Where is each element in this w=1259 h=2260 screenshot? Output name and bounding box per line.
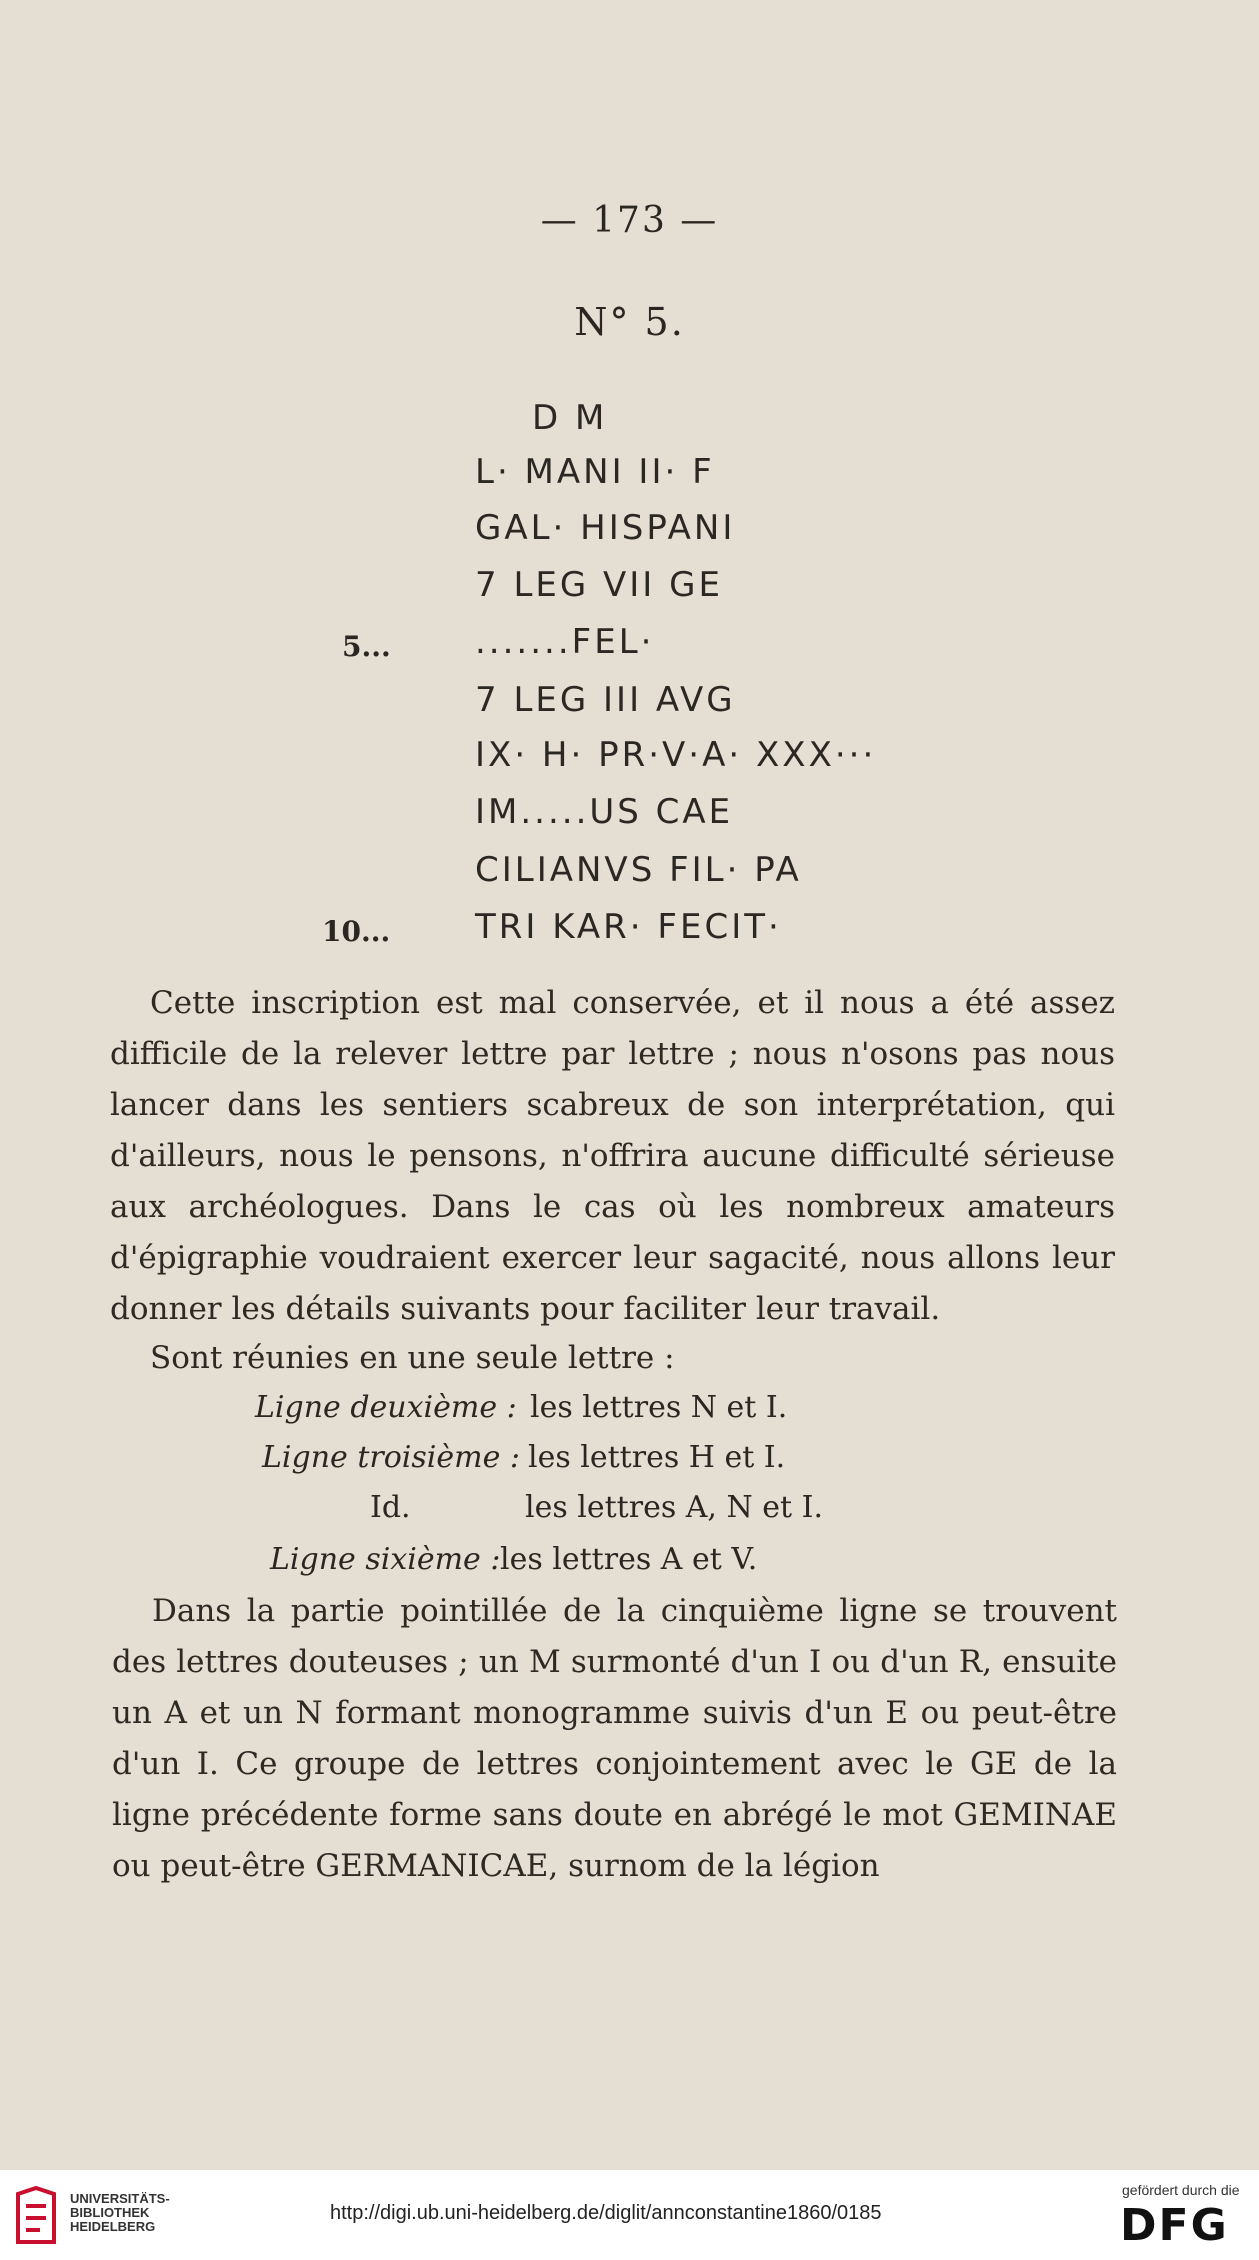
list-item: Ligne sixième : xyxy=(270,1542,501,1577)
list-intro: Sont réunies en une seule lettre : xyxy=(150,1340,675,1376)
inscription-line: 7 LEG III AVG xyxy=(475,680,736,720)
library-logo-icon xyxy=(14,2184,58,2246)
library-name: UNIVERSITÄTS-BIBLIOTHEK HEIDELBERG xyxy=(70,2191,170,2234)
inscription-line: GAL· HISPANI xyxy=(475,508,736,548)
inscription-line: .......FEL· xyxy=(475,622,655,662)
line-marker: 10... xyxy=(322,915,391,948)
funding-note: gefördert durch die xyxy=(1122,2182,1240,2198)
footer-bar xyxy=(0,2170,1259,2260)
list-item-text: les lettres A, N et I. xyxy=(525,1490,824,1525)
inscription-line: 7 LEG VII GE xyxy=(475,565,723,605)
line-marker: 5... xyxy=(342,630,391,663)
paragraph-1: Cette inscription est mal conservée, et il nous a été assez difficile de la relever lettre par lettre ; nous n'osons pas nous lancer dans les sentiers scabreux de son interprétation, qui d'ailleurs, nous le pensons, n'offrira aucune difficulté sérieuse aux archéologues. Dans le cas où les nombreux amateurs d'épigraphie voudraient exercer leur sagacité, nous allons leur donner les détails suivants pour faciliter leur travail. xyxy=(110,985,1115,1327)
entry-title: N° 5. xyxy=(574,300,685,344)
inscription-line: CILIANVS FIL· PA xyxy=(475,850,802,890)
list-item-text: les lettres A et V. xyxy=(500,1542,758,1577)
source-url[interactable]: http://digi.ub.uni-heidelberg.de/diglit/annconstantine1860/0185 xyxy=(330,2202,882,2224)
dfg-logo: DFG xyxy=(1120,2200,1229,2251)
inscription-line: IM.....US CAE xyxy=(475,792,734,832)
list-item: Ligne deuxième : xyxy=(255,1390,517,1425)
paragraph-2: Dans la partie pointillée de la cinquième ligne se trouvent des lettres douteuses ; un M surmonté d'un I ou d'un R, ensuite un A et un N formant monogramme suivis d'un E ou peut-être d'un I. Ce groupe de lettres conjointement avec le GE de la ligne précédente forme sans doute en abrégé le mot GEMINAE ou peut-être GERMANICAE, surnom de la légion xyxy=(112,1593,1117,1884)
inscription-line: IX· H· PR·V·A· XXX··· xyxy=(475,735,877,775)
list-item: Ligne troisième : xyxy=(262,1440,520,1475)
inscription-line: TRI KAR· FECIT· xyxy=(475,907,782,947)
list-item: Id. xyxy=(370,1490,411,1525)
list-item-text: les lettres N et I. xyxy=(530,1390,788,1425)
list-item-text: les lettres H et I. xyxy=(528,1440,786,1475)
inscription-line: L· MANI II· F xyxy=(475,452,715,492)
inscription-line: D M xyxy=(532,398,608,438)
page-number: — 173 — xyxy=(540,200,719,241)
